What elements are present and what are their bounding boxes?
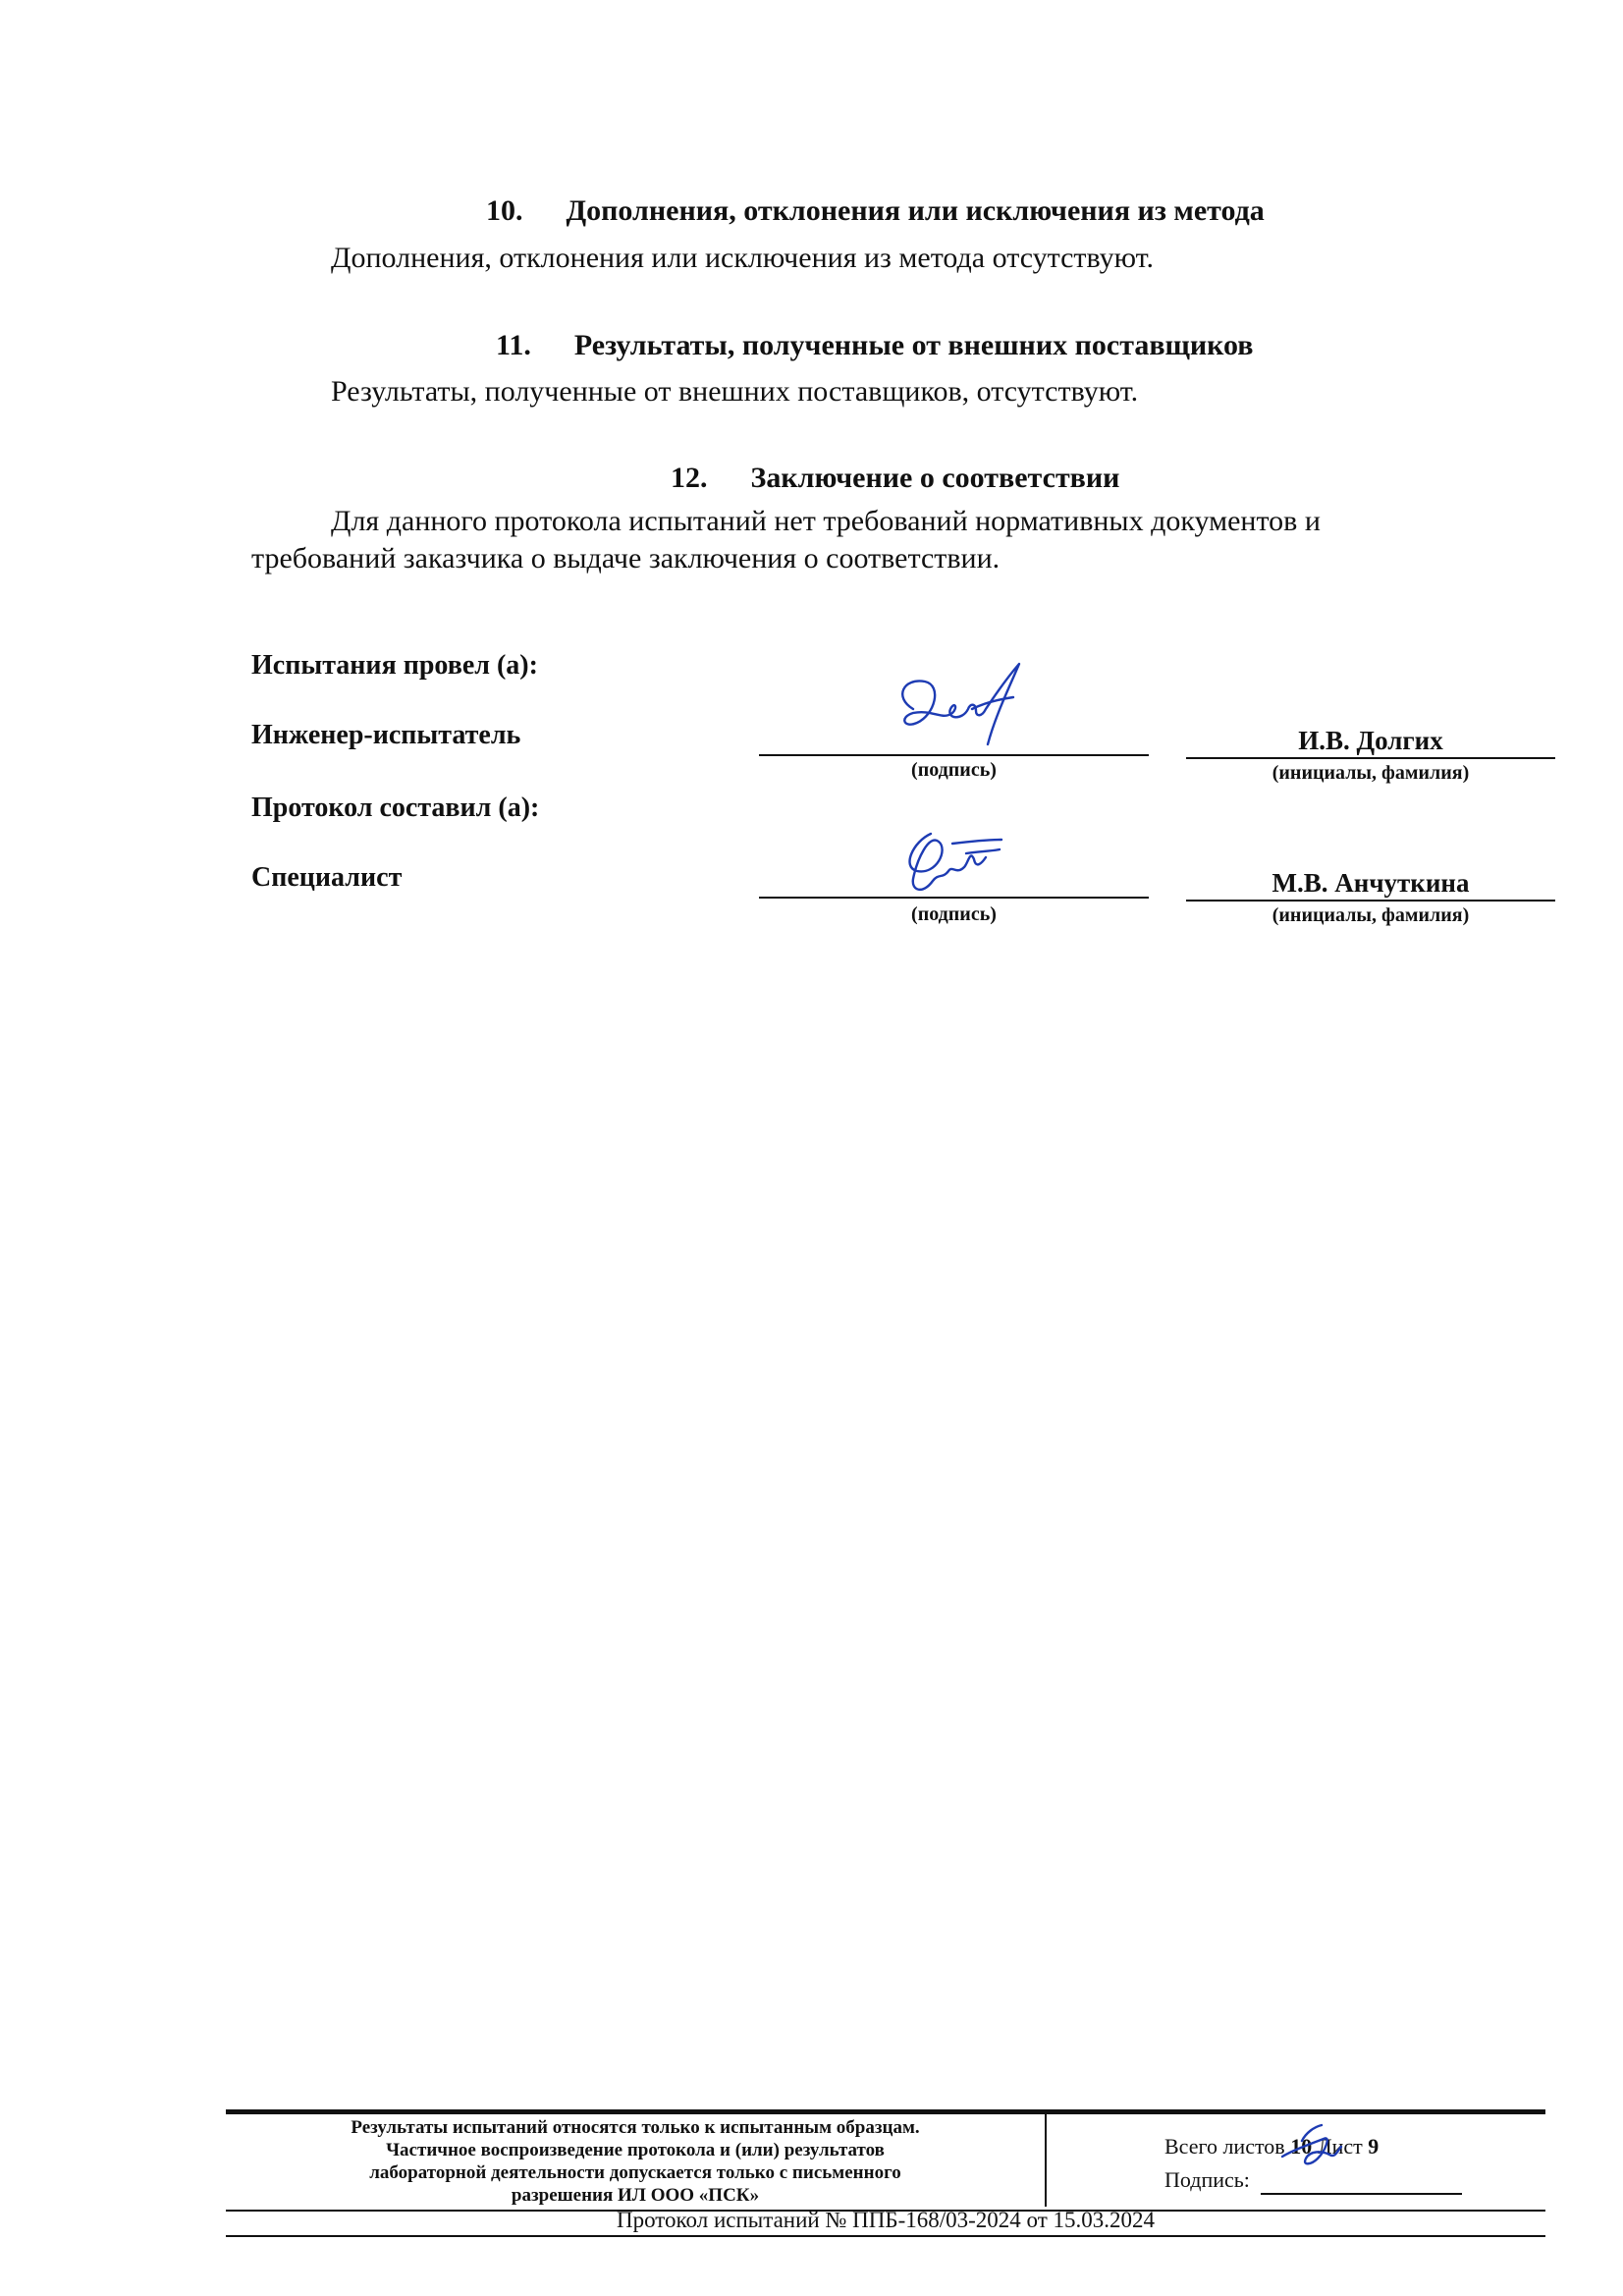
- compiled-by-label: Протокол составил (а):: [251, 793, 540, 823]
- disclaimer-line-3: лабораторной деятельности допускается только с письменного: [369, 2162, 901, 2183]
- tester-name: И.В. Долгих: [1298, 726, 1443, 755]
- section-10-text: Дополнения, отклонения или исключения из метода отсутствуют.: [331, 242, 1155, 274]
- sheet-label: Лист: [1317, 2134, 1363, 2159]
- footer-disclaimer: [226, 2116, 1045, 2207]
- tester-signature-line: [759, 754, 1149, 756]
- footer-signature-label: Подпись:: [1164, 2167, 1250, 2192]
- section-12-text-line1: Для данного протокола испытаний нет требований нормативных документов и: [331, 505, 1321, 537]
- disclaimer-line-2: Частичное воспроизведение протокола и (или) результатов: [386, 2140, 885, 2160]
- section-11-heading: [496, 329, 1254, 362]
- section-12-text-line2: требований заказчика о выдаче заключения о соответствии.: [251, 542, 1001, 574]
- disclaimer-line-4: разрешения ИЛ ООО «ПСК»: [511, 2185, 760, 2206]
- tester-role: Инженер-испытатель: [251, 720, 521, 750]
- footer-initials-signature: [1272, 2121, 1351, 2176]
- tester-name-line: [1186, 757, 1555, 759]
- section-10-title: Дополнения, отклонения или исключения из метода: [566, 194, 1265, 227]
- compiler-role: Специалист: [251, 862, 403, 893]
- tested-by-label: Испытания провел (а):: [251, 650, 538, 681]
- section-11-number: 11.: [496, 329, 531, 361]
- section-10-number: 10.: [486, 194, 523, 227]
- total-sheets-value: 10: [1290, 2134, 1313, 2159]
- compiler-signature-caption: (подпись): [911, 903, 997, 925]
- compiler-name-caption: (инициалы, фамилия): [1271, 904, 1470, 926]
- compiler-name: М.В. Анчуткина: [1271, 868, 1470, 898]
- footer-divider: [1045, 2114, 1047, 2207]
- protocol-footer-line: Протокол испытаний № ППБ-168/03-2024 от 15.03.2024: [226, 2208, 1545, 2237]
- tester-name-caption: (инициалы, фамилия): [1271, 762, 1470, 784]
- total-sheets-label: Всего листов: [1164, 2134, 1285, 2159]
- tester-signature: [874, 658, 1051, 756]
- section-11-title: Результаты, полученные от внешних поставщиков: [573, 329, 1254, 361]
- compiler-signature: [884, 820, 1021, 908]
- section-11-text: Результаты, полученные от внешних поставщиков, отсутствуют.: [331, 375, 1139, 408]
- section-12-heading: [671, 462, 1119, 495]
- section-12-number: 12.: [671, 462, 708, 494]
- compiler-signature-line: [759, 897, 1149, 899]
- tester-signature-caption: (подпись): [911, 759, 997, 781]
- compiler-name-line: [1186, 900, 1555, 902]
- section-12-title: Заключение о соответствии: [750, 462, 1120, 494]
- disclaimer-line-1: Результаты испытаний относятся только к испытанным образцам.: [351, 2117, 920, 2138]
- section-10-heading: [486, 194, 1265, 228]
- sheet-number: 9: [1368, 2134, 1380, 2159]
